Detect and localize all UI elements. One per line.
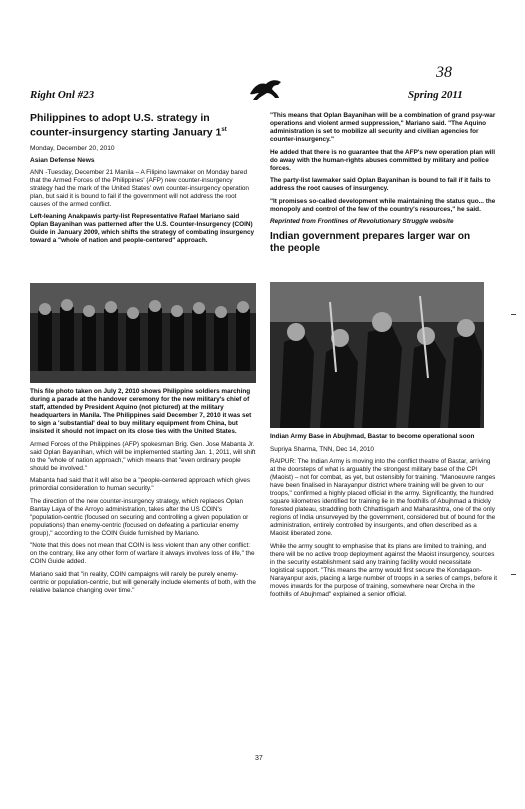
- article1-source: Asian Defense News: [30, 156, 95, 164]
- article2-byline: Supriya Sharma, TNN, Dec 14, 2010: [270, 445, 374, 453]
- article1-date: Monday, December 20, 2010: [30, 144, 115, 152]
- article1-title: Philippines to adopt U.S. strategy in counter-insurgency starting January 1st: [30, 112, 227, 139]
- article2-paragraph: While the army sought to emphasise that its plans are limited to training, and there will be no active troop deployment against the Maoist insurgency, sources in the security establishment said any training facility would necessitate logistical support. "This means the army would first secure the Kondagaon-Narayanpur axis, placing a large number of troops in a series of camps, before it moves inwards for the purpose of training, somewhere near Orcha in the foothills of Abujhmad" explained a senior official.: [270, 542, 497, 598]
- panther-logo-icon: [248, 76, 284, 102]
- article1-paragraph: "Note that this does not mean that COIN is less violent than any other conflict: on the contrary, like any other form of warfare it always involves loss of life," the COIN Guide added.: [30, 542, 255, 565]
- page-number: 38: [436, 64, 452, 81]
- soldiers-parade-photo: [30, 283, 256, 383]
- indian-army-photo: [270, 282, 484, 428]
- article1-paragraph: ANN -Tuesday, December 21 Manila – A Filipino lawmaker on Monday bared that the Armed Forces of the Philippines' (AFP) new counter-insurgency strategy had the mark of the United States' own counter-insurgency operation plan, but said it is bound to fail if the government will not address the root causes of the armed conflict.: [30, 168, 249, 208]
- article1-paragraph: Left-leaning Anakpawis party-list Representative Rafael Mariano said Oplan Bayanihan was patterned after the U.S. Counter-Insurgency (COIN) Guide in January 2009, which shifts the strategy of combating insurgency toward a "whole of nation and people-centered" approach.: [30, 213, 255, 244]
- article1-paragraph: Armed Forces of the Philippines (AFP) spokesman Brig. Gen. Jose Mabanta Jr. said Oplan Bayanihan, which will be implemented starting Jan. 1, 2011, will shift to the "whole of nation approach," which means that "even ordinary people should be involved.": [30, 440, 256, 472]
- scan-mark: [511, 574, 516, 575]
- issue-label: Right Onl #23: [30, 89, 95, 101]
- article2-photo-caption: Indian Army Base in Abujhmad, Bastar to become operational soon: [270, 433, 475, 440]
- scan-mark: [511, 314, 516, 315]
- article2-title: Indian government prepares larger war on the people: [270, 230, 471, 254]
- article1-paragraph: The party-list lawmaker said Oplan Bayanihan is bound to fail if it fails to address the root causes of insurgency.: [270, 177, 491, 192]
- article1-paragraph: The direction of the new counter-insurgency strategy, which replaces Oplan Bantay Laya of the Arroyo administration, takes after the US COIN's "population-centric (focused on securing and controlling a given population or populations) than enemy-centric (focused on defeating a particular enemy group)," according to the COIN Guide furnished by Mariano.: [30, 497, 249, 537]
- article1-photo-caption: This file photo taken on July 2, 2010 shows Philippine soldiers marching during a parade at the handover ceremony for the new military's chief of staff, attended by President Aquino (not pictured) at the military headquarters in Manila. The Philippines said December 7, 2010 it was set to sign a 'substantial' deal to buy military equipment from China, but insisted it should not impact on its close ties with the United States.: [30, 388, 252, 435]
- article1-paragraph: "It promises so-called development while maintaining the status quo... the monopoly and control of the few of the country's resources," he said.: [270, 197, 496, 213]
- footer-page-label: 37: [255, 755, 263, 762]
- article1-paragraph: He added that there is no guarantee that the AFP's new operation plan will do away with the human-rights abuses committed by military and police forces.: [270, 148, 495, 172]
- article1-paragraph: "This means that Oplan Bayanihan will be a combination of grand psy-war operations and violent armed suppression," Mariano said. "The Aquino administration is set to mobilize all security and civilian agencies for counter-insurgency.": [270, 112, 496, 143]
- article1-paragraph: Mariano said that "in reality, COIN campaigns will rarely be purely enemy-centric or population-centric, but will generally include elements of both, with the relative balance changing over time.": [30, 570, 256, 594]
- season-label: Spring 2011: [408, 89, 463, 101]
- article1-paragraph: Mabanta had said that it will also be a "people-centered approach which gives primordial consideration to human security.": [30, 477, 251, 492]
- reprint-note: Reprinted from Frontlines of Revolutionary Struggle website: [270, 218, 454, 225]
- article2-paragraph: RAIPUR: The Indian Army is moving into the conflict theatre of Bastar, arriving at the doorsteps of what is arguably the strongest military base of the CPI (Maoist) – not for combat, as yet, but ostensibly for training. "Manoeuvre ranges have been finalised in Narayanpur district where training will be given to our troops," confirmed a highly placed official in the army. Significantly, the hundred square kilometres identified for training lie in the foothills of Abujhmad a thickly forested plateau, straddling both Chhattisgarh and Maharashtra, one of the only regions of India unsurveyed by the government, considered but of bound for the administration, entirely controlled by insurgents, and often described as a Maoist liberated zone.: [270, 458, 496, 537]
